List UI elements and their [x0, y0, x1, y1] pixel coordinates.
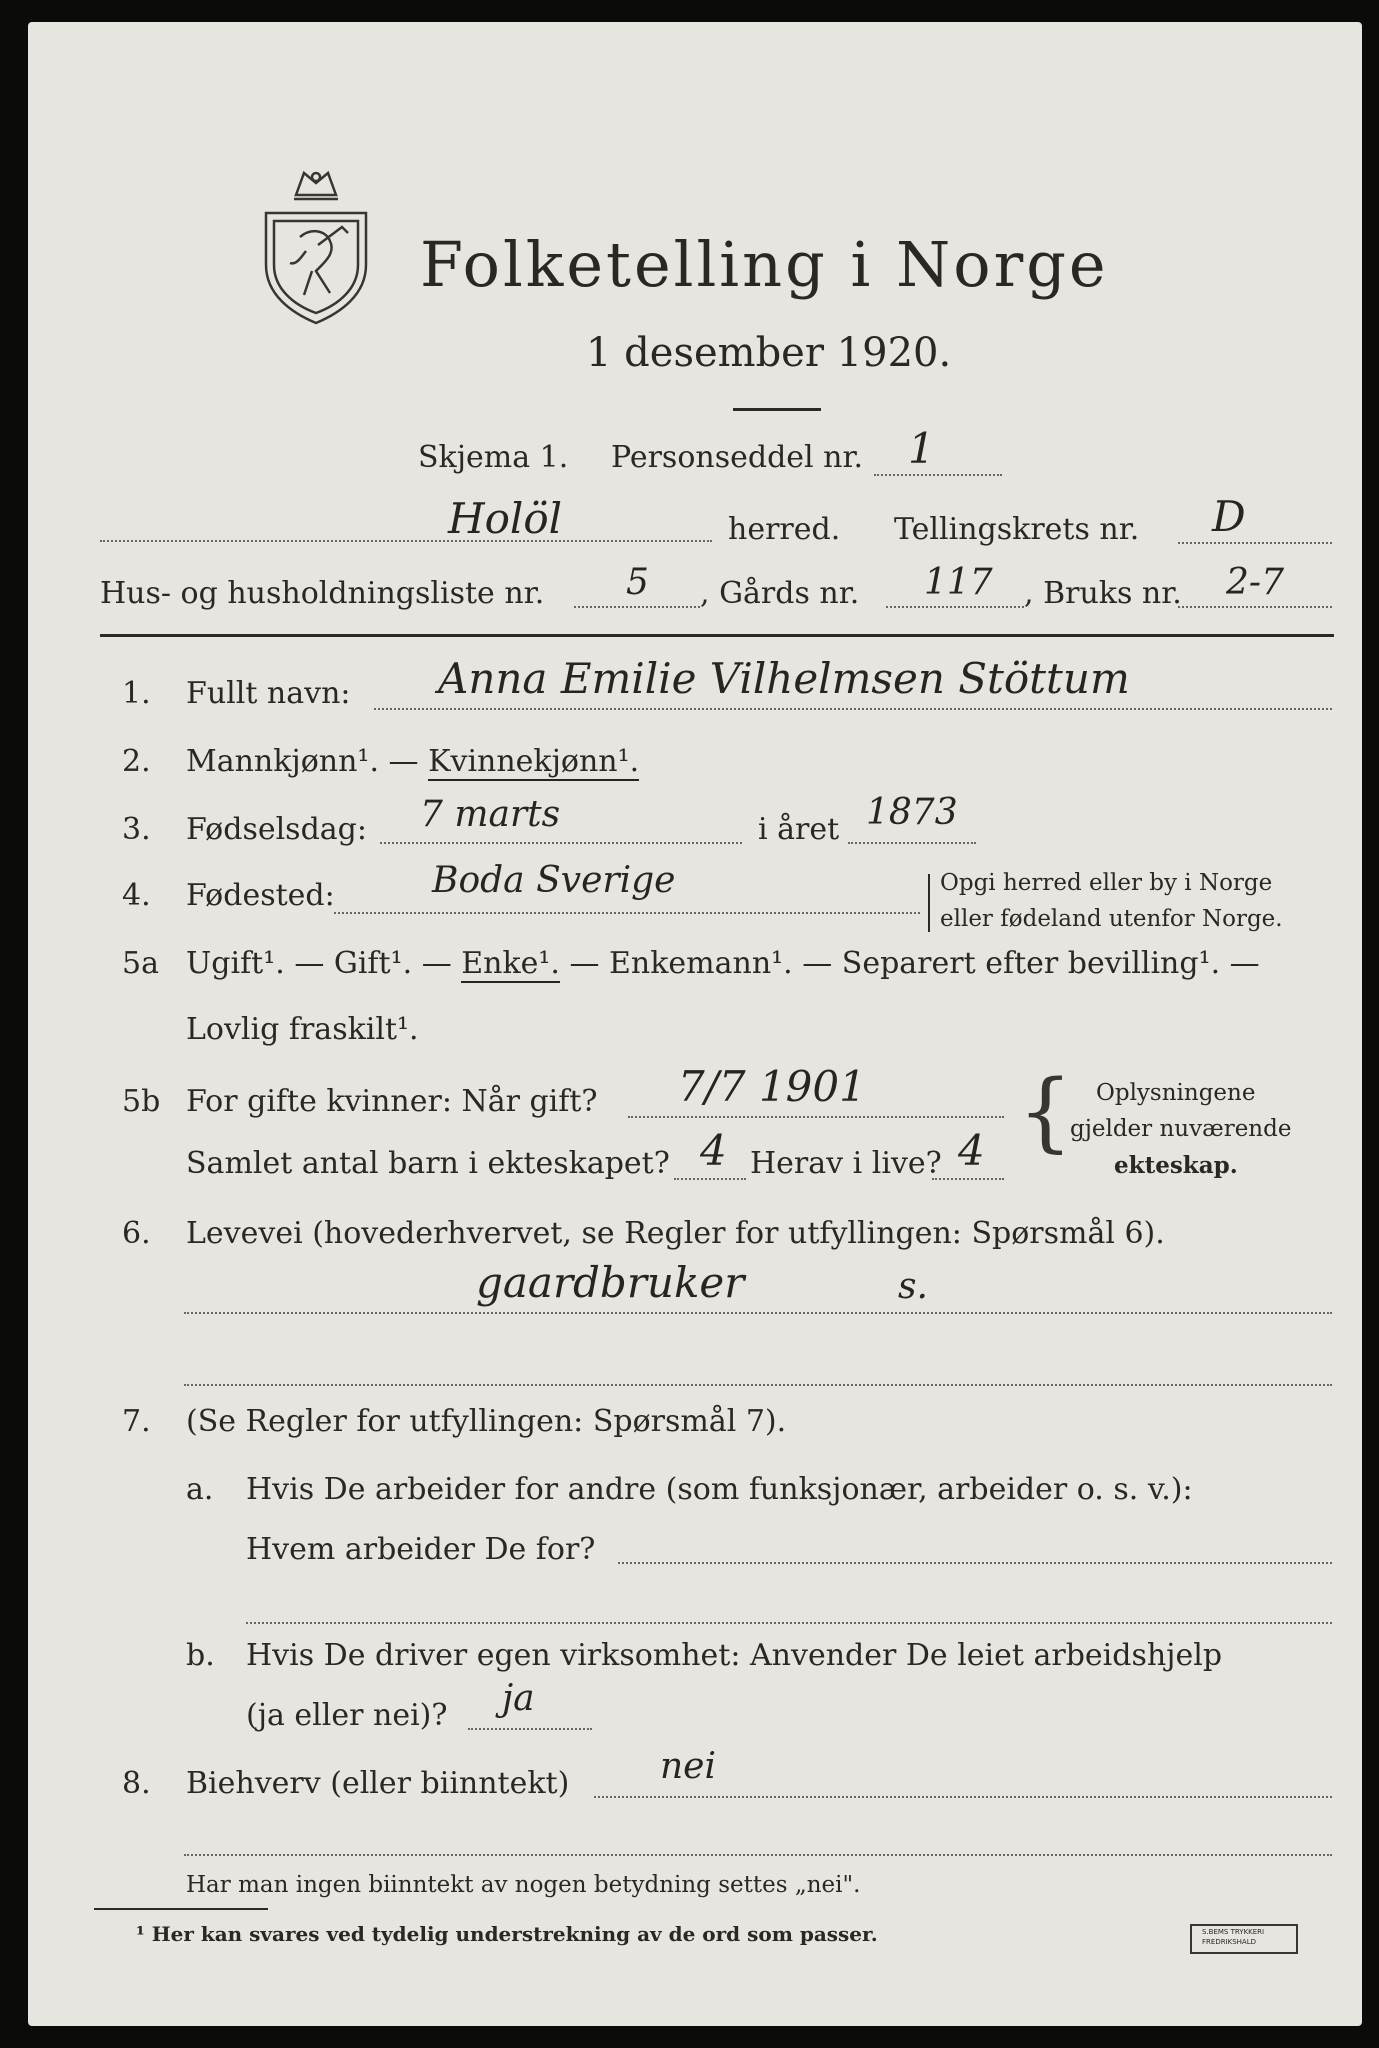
herred-value[interactable]: Holöl — [448, 494, 563, 543]
q5b-children-value[interactable]: 4 — [700, 1126, 727, 1175]
skjema-label: Skjema 1. — [418, 440, 569, 475]
q7b-text: Hvis De driver egen virksomhet: Anvender De leiet arbeidshjelp — [246, 1638, 1223, 1673]
q8-label: Biehverv (eller biinntekt) — [186, 1766, 570, 1801]
q5a-fraskilt[interactable]: Lovlig fraskilt¹. — [186, 1012, 419, 1047]
q3-year-value[interactable]: 1873 — [866, 792, 958, 833]
gards-value[interactable]: 117 — [924, 562, 993, 603]
q5a-number: 5a — [122, 946, 159, 981]
q6-occupation-value[interactable]: gaardbruker — [476, 1258, 745, 1307]
tellingskrets-value[interactable]: D — [1212, 492, 1246, 541]
hus-value[interactable]: 5 — [626, 562, 649, 603]
q5b-number: 5b — [122, 1084, 161, 1119]
q6-occupation-suffix: s. — [898, 1266, 928, 1307]
hus-label: Hus- og husholdningsliste nr. — [100, 576, 545, 611]
q7b-line — [468, 1728, 592, 1730]
header-divider — [733, 408, 821, 411]
bruks-value[interactable]: 2-7 — [1226, 562, 1284, 603]
q8-line-2 — [184, 1854, 1332, 1856]
q4-note-1: Opgi herred eller by i Norge — [940, 870, 1273, 896]
personseddel-line — [874, 474, 1002, 476]
norway-coat-of-arms-icon — [260, 167, 372, 325]
gards-label: , Gårds nr. — [700, 576, 860, 611]
q3-year-label: i året — [758, 812, 840, 847]
q1-number: 1. — [122, 676, 151, 711]
q5a-options-a[interactable]: Ugift¹. — Gift¹. — — [186, 946, 462, 981]
tellingskrets-label: Tellingskrets nr. — [894, 512, 1140, 547]
q3-day-line — [380, 842, 742, 844]
q7a-text: Hvis De arbeider for andre (som funksjonær, arbeider o. s. v.): — [246, 1472, 1193, 1507]
q7b-letter: b. — [186, 1638, 215, 1673]
q2-female-underlined[interactable]: Kvinnekjønn¹. — [428, 744, 640, 779]
tellingskrets-line — [1178, 542, 1332, 544]
q1-full-name-value[interactable]: Anna Emilie Vilhelmsen Stöttum — [438, 654, 1130, 703]
q5a-options-c[interactable]: — Enkemann¹. — Separert efter bevilling¹. — — [559, 946, 1260, 981]
q7a-sub: Hvem arbeider De for? — [246, 1532, 596, 1567]
q4-number: 4. — [122, 878, 151, 913]
q7a-line-1 — [618, 1562, 1332, 1564]
q3-number: 3. — [122, 812, 151, 847]
q5b-children-label: Samlet antal barn i ekteskapet? — [186, 1146, 670, 1181]
form-title: Folketelling i Norge — [420, 228, 1109, 301]
printer-mark-line-2: FREDRIKSHALD — [1202, 1938, 1257, 1946]
herred-line — [100, 540, 712, 542]
q4-label: Fødested: — [186, 878, 335, 913]
q7b-value[interactable]: ja — [502, 1678, 535, 1719]
q2-number: 2. — [122, 744, 151, 779]
q3-label: Fødselsdag: — [186, 812, 367, 847]
q1-label: Fullt navn: — [186, 676, 351, 711]
q5b-brace: { — [1018, 1062, 1073, 1162]
q5b-married-value[interactable]: 7/7 1901 — [678, 1062, 866, 1111]
biinntekt-note: Har man ingen biinntekt av nogen betydning settes „nei". — [186, 1872, 861, 1898]
q8-line-1 — [594, 1796, 1332, 1798]
hus-line — [574, 606, 700, 608]
bruks-label: , Bruks nr. — [1024, 576, 1182, 611]
bruks-line — [1178, 606, 1332, 608]
q5b-alive-label: Herav i live? — [750, 1146, 942, 1181]
printer-mark — [1190, 1924, 1298, 1954]
q5b-note-2: gjelder nuværende — [1070, 1116, 1292, 1142]
q4-birthplace-value[interactable]: Boda Sverige — [432, 860, 676, 901]
q3-birthday-value[interactable]: 7 marts — [420, 794, 561, 835]
q2-male[interactable]: Mannkjønn¹. — — [186, 744, 429, 779]
printer-mark-line-1: S.BEMS TRYKKERI — [1202, 1928, 1265, 1936]
q2-text — [186, 744, 639, 779]
q7-number: 7. — [122, 1404, 151, 1439]
q4-note-2: eller fødeland utenfor Norge. — [940, 906, 1283, 932]
q5b-alive-line — [932, 1178, 1004, 1180]
q6-number: 6. — [122, 1216, 151, 1251]
personseddel-label: Personseddel nr. — [611, 440, 864, 475]
q7b-sub: (ja eller nei)? — [246, 1698, 448, 1733]
q3-year-line — [848, 842, 976, 844]
q5b-note-1: Oplysningene — [1096, 1080, 1256, 1106]
q4-note-bracket — [928, 874, 930, 932]
q7a-letter: a. — [186, 1472, 214, 1507]
q6-line-2 — [184, 1384, 1332, 1386]
q6-label: Levevei (hovederhvervet, se Regler for utfyllingen: Spørsmål 6). — [186, 1216, 1165, 1251]
q5b-note-3: ekteskap. — [1114, 1152, 1238, 1179]
q8-number: 8. — [122, 1766, 151, 1801]
census-date: 1 desember 1920. — [586, 330, 952, 376]
q7-label: (Se Regler for utfyllingen: Spørsmål 7). — [186, 1404, 787, 1439]
q7a-line-2 — [246, 1622, 1332, 1624]
q6-line-1 — [184, 1312, 1332, 1314]
personseddel-value[interactable]: 1 — [908, 424, 935, 473]
q8-value[interactable]: nei — [660, 1746, 717, 1787]
q1-line — [374, 708, 1332, 710]
section-divider — [100, 634, 1334, 637]
q5b-married-label: For gifte kvinner: Når gift? — [186, 1084, 598, 1119]
q5a-text — [186, 946, 1260, 981]
q4-line — [334, 912, 920, 914]
q5b-children-line — [674, 1178, 746, 1180]
footnote: ¹ Her kan svares ved tydelig understrekning av de ord som passer. — [136, 1922, 878, 1946]
footnote-divider — [94, 1908, 268, 1910]
census-form — [28, 22, 1362, 2026]
q5b-alive-value[interactable]: 4 — [958, 1126, 985, 1175]
q5b-married-line — [628, 1116, 1004, 1118]
gards-line — [886, 606, 1024, 608]
q5a-enke-underlined[interactable]: Enke¹. — [461, 946, 560, 981]
herred-label: herred. — [728, 512, 841, 547]
